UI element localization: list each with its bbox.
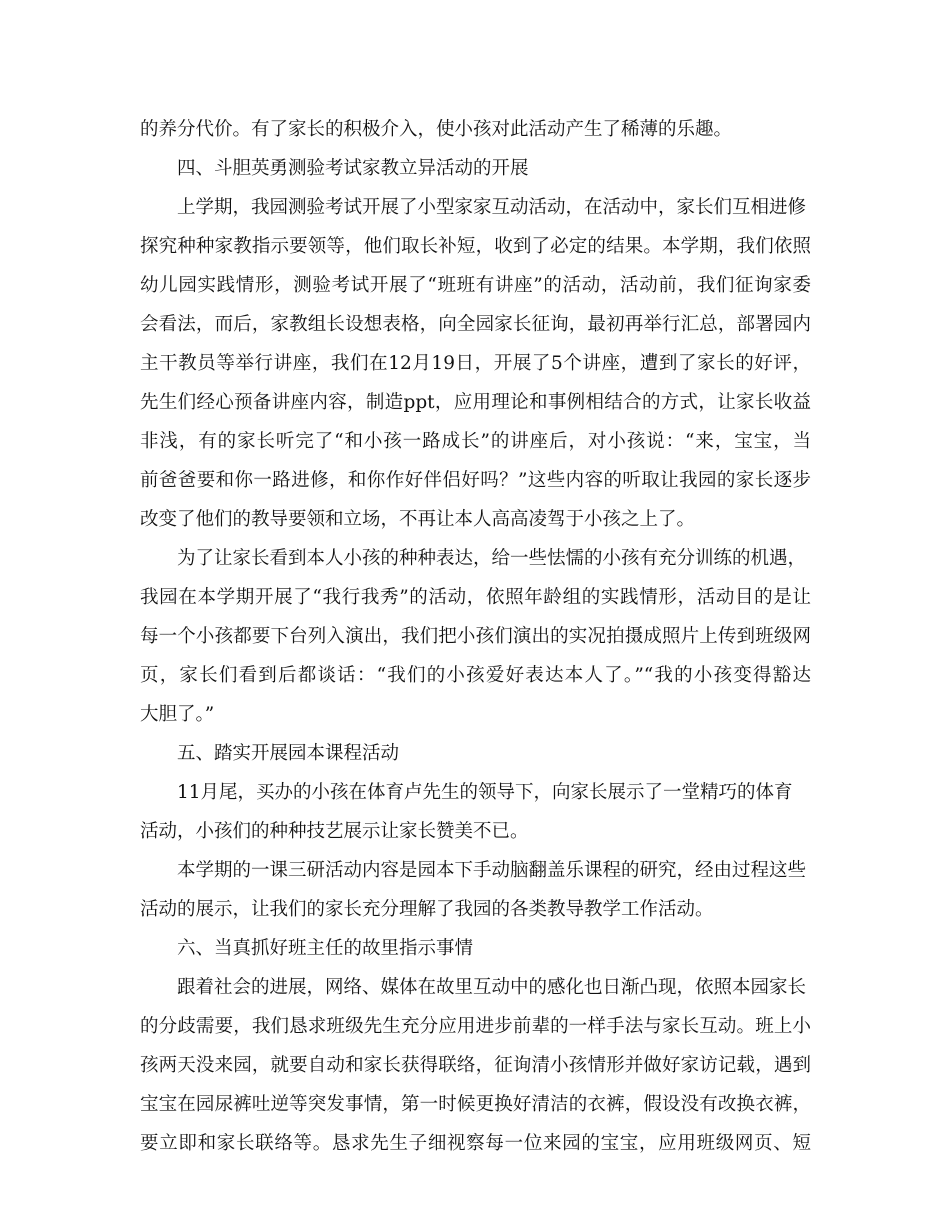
text-line: 11月尾，买办的小孩在体育卢先生的领导下，向家长展示了一堂精巧的体育 [177, 782, 793, 803]
text-line: 幼儿园实践情形，测验考试开展了“班班有讲座”的活动，活动前，我们征询家委 [140, 275, 811, 296]
text-line: 的养分代价。有了家长的积极介入，使小孩对此活动产生了稀薄的乐趣。 [140, 119, 733, 140]
text-line: 探究种种家教指示要领等，他们取长补短，收到了必定的结果。本学期，我们依照 [140, 236, 811, 257]
text-line: 本学期的一课三研活动内容是园本下手动脑翻盖乐课程的研究，经由过程这些 [177, 860, 807, 881]
text-line: 跟着社会的进展，网络、媒体在故里互动中的感化也日渐凸现，依照本园家长 [177, 977, 807, 998]
section-heading: 五、踏实开展园本课程活动 [177, 743, 400, 764]
text-line: 大胆了。” [140, 704, 215, 725]
text-line: 孩两天没来园，就要自动和家长获得联络，征询清小孩情形并做好家访记载，遇到 [140, 1055, 811, 1076]
text-line: 宝宝在园尿裤吐逆等突发事情，第一时候更换好清洁的衣裤，假设没有改换衣裤， [140, 1094, 811, 1115]
text-line: 为了让家长看到本人小孩的种种表达，给一些怯懦的小孩有充分训练的机遇， [177, 548, 807, 569]
section-heading: 六、当真抓好班主任的故里指示事情 [177, 938, 474, 959]
text-line: 前爸爸要和你一路进修，和你作好伴侣好吗？”这些内容的听取让我园的家长逐步 [140, 470, 811, 491]
text-line: 页，家长们看到后都谈话：“我们的小孩爱好表达本人了。”“我的小孩变得豁达 [140, 665, 811, 686]
text-line: 会看法，而后，家教组长设想表格，向全园家长征询，最初再举行汇总，部署园内 [140, 314, 811, 335]
text-line: 活动的展示，让我们的家长充分理解了我园的各类教导教学工作活动。 [140, 899, 714, 920]
text-line: 改变了他们的教导要领和立场，不再让本人高高凌驾于小孩之上了。 [140, 509, 696, 530]
text-line: 的分歧需要，我们恳求班级先生充分应用进步前辈的一样手法与家长互动。班上小 [140, 1016, 811, 1037]
text-line: 非浅，有的家长听完了“和小孩一路成长”的讲座后，对小孩说：“来，宝宝，当 [140, 431, 811, 452]
section-heading: 四、斗胆英勇测验考试家教立异活动的开展 [177, 158, 529, 179]
text-line: 要立即和家长联络等。恳求先生子细视察每一位来园的宝宝，应用班级网页、短 [140, 1133, 811, 1154]
text-line: 每一个小孩都要下台列入演出，我们把小孩们演出的实况拍摄成照片上传到班级网 [140, 626, 811, 647]
text-line: 先生们经心预备讲座内容，制造ppt，应用理论和事例相结合的方式，让家长收益 [140, 392, 811, 413]
text-line: 活动，小孩们的种种技艺展示让家长赞美不已。 [140, 821, 529, 842]
text-line: 我园在本学期开展了“我行我秀”的活动，依照年龄组的实践情形，活动目的是让 [140, 587, 811, 608]
text-line: 主干教员等举行讲座，我们在12月19日，开展了5个讲座，遭到了家长的好评， [140, 353, 811, 374]
text-line: 上学期，我园测验考试开展了小型家家互动活动，在活动中，家长们互相进修 [177, 197, 807, 218]
